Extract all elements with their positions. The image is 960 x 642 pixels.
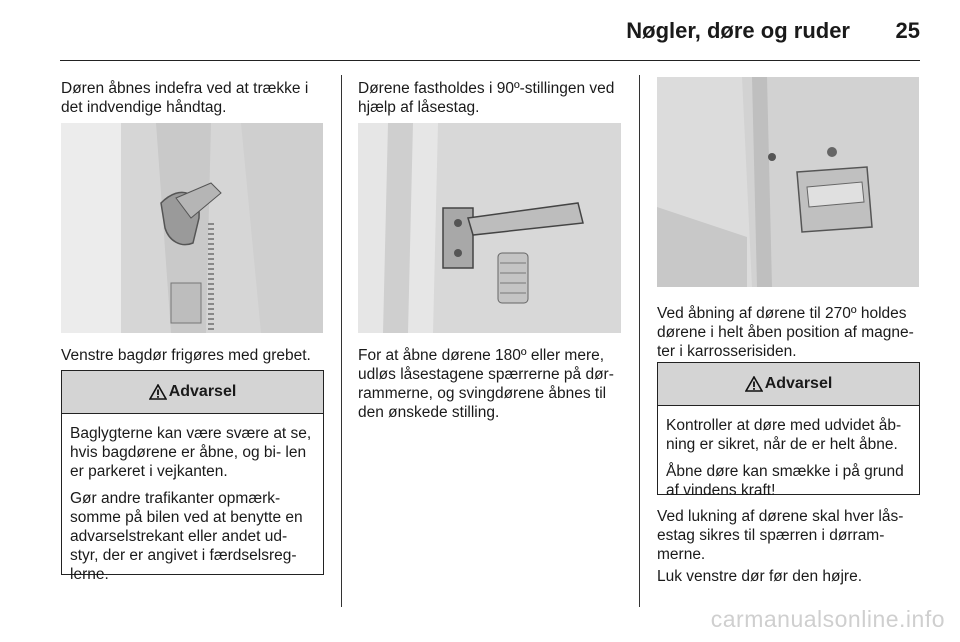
warning-header [658, 363, 919, 406]
col3-paragraph-2: Ved lukning af dørene skal hver lås- estag sikres til spærren i dørram- merne. [657, 508, 904, 563]
warning-box-1 [61, 370, 324, 583]
col2-paragraph-2: For at åbne dørene 180º eller mere, udløs låsestagene spærrerne på dør- rammerne, og svingdørene åbnes til den ønskede stilling. [358, 347, 614, 421]
page-number: 25 [895, 18, 920, 43]
col2-paragraph-1: Dørene fastholdes i 90º-stillingen ved hjælp af låsestag. [358, 80, 615, 116]
door-magnet-illustration [657, 77, 919, 287]
door-check-strap-illustration [358, 123, 621, 333]
warning-triangle-icon [745, 376, 763, 392]
door-handle-illustration [61, 123, 323, 333]
col3-paragraph-3: Luk venstre dør før den højre. [657, 568, 863, 585]
column-divider-2 [639, 75, 640, 607]
warning-2-text-2: Åbne døre kan smække i på grund af vindens kraft! [666, 463, 904, 499]
warning-title: Advarsel [764, 375, 833, 392]
warning-triangle-icon [149, 384, 167, 400]
header-rule [60, 60, 920, 61]
warning-2-text-1: Kontroller at døre med udvidet åb- ning er sikret, når de er helt åbne. [666, 417, 902, 453]
column-divider-1 [341, 75, 342, 607]
col3-paragraph-1: Ved åbning af dørene til 270º holdes dørene i helt åben position af magne- ter i karrosserisiden. [657, 305, 914, 360]
warning-1-text-1: Baglygterne kan være svære at se, hvis bagdørene er åbne, og bi- len er parkeret i vejkanten. [70, 425, 312, 480]
col1-paragraph-2: Venstre bagdør frigøres med grebet. [61, 347, 311, 364]
warning-1-text-2: Gør andre trafikanter opmærk- somme på bilen ved at benytte en advarselstrekant eller andet ud- styr, der er angivet i færdselsreg- lerne. [70, 490, 303, 583]
warning-title: Advarsel [168, 383, 237, 400]
warning-box-2 [657, 362, 920, 499]
col1-paragraph-1: Døren åbnes indefra ved at trække i det indvendige håndtag. [61, 80, 309, 116]
warning-header [62, 371, 323, 414]
page-header-title: Nøgler, døre og ruder [626, 18, 850, 43]
watermark: carmanualsonline.info [710, 606, 945, 632]
